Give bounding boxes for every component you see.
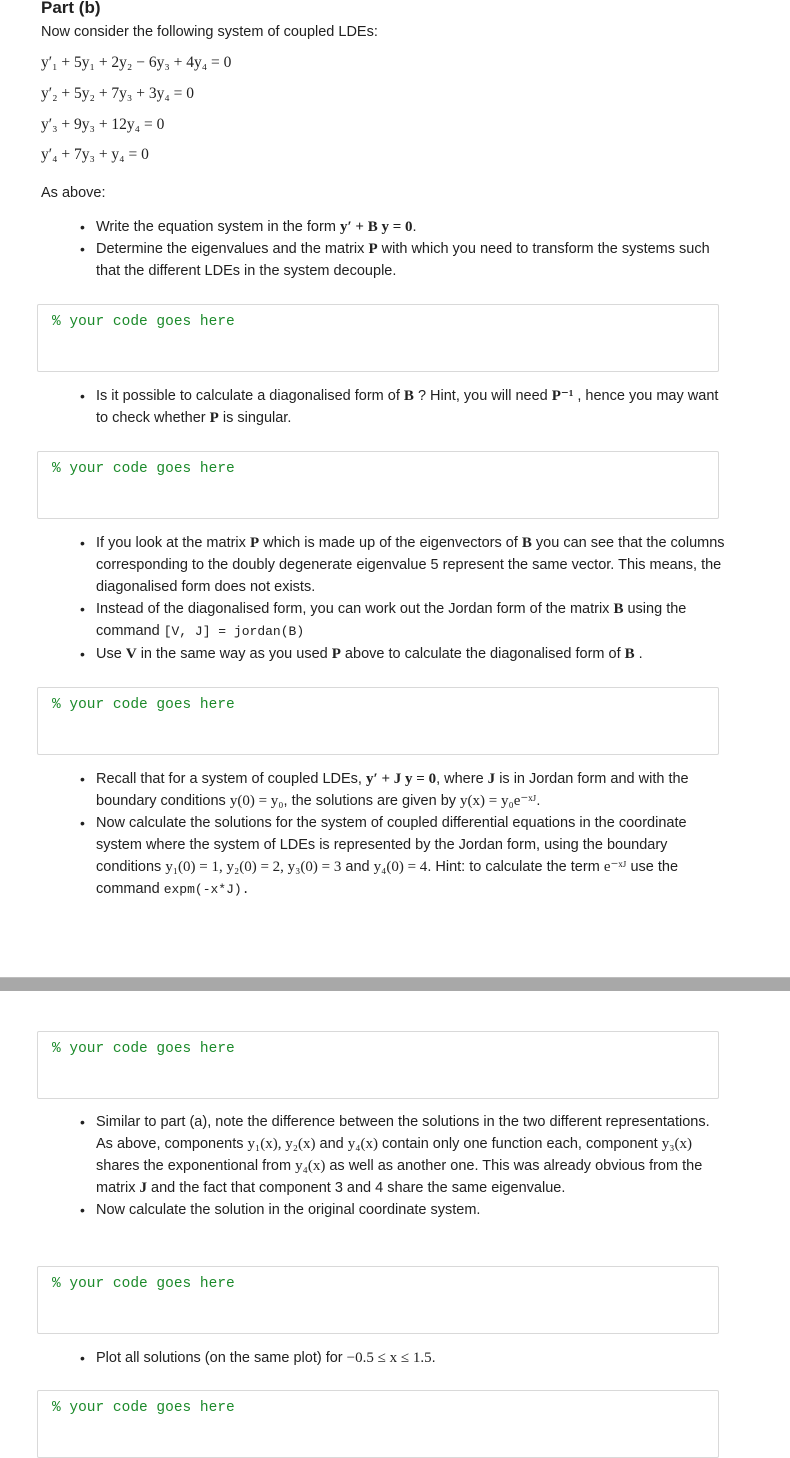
list-item: • Plot all solutions (on the same plot) for −0.5 ≤ x ≤ 1.5. [96, 1347, 726, 1369]
equation-1: y′₁ + 5y₁ + 2y₂ − 6y₃ + 4y₄ = 0 [41, 54, 232, 71]
list-item: • Recall that for a system of coupled LDEs, y′ + J y = 0, where J is in Jordan form and with the boundary conditions y(0) = y₀, the solutions are given by y(x) = y₀e⁻ˣᴶ. [96, 768, 726, 812]
list-item: • If you look at the matrix P which is made up of the eigenvectors of B you can see that the columns corresponding to the doubly degenerate eigenvalue 5 represent the same vector. This means, the diagonalised form does not exists. [96, 532, 726, 598]
code-cell-3[interactable]: % your code goes here [37, 687, 719, 755]
as-above-text: As above: [41, 185, 106, 201]
instructions-list-3 [96, 532, 726, 665]
section-divider [0, 977, 790, 991]
list-item: • Instead of the diagonalised form, you can work out the Jordan form of the matrix B using the command [V, J] = jordan(B) [96, 598, 726, 643]
part-b-heading: Part (b) [41, 0, 101, 17]
instructions-list-5 [96, 1111, 726, 1221]
list-item: • Similar to part (a), note the difference between the solutions in the two different representations. As above, components y₁(x), y₂(x) and y₄(x) contain only one function each, component y₃(x) shares the exponentional from y₄(x) as well as another one. This was already obvious from the matrix J and the fact that component 3 and 4 share the same eigenvalue. [96, 1111, 726, 1199]
instructions-list-1 [96, 216, 726, 282]
list-item: • Write the equation system in the form y′ + B y = 0. [96, 216, 726, 238]
instructions-list-6 [96, 1347, 726, 1369]
equation-3: y′₃ + 9y₃ + 12y₄ = 0 [41, 116, 165, 133]
list-item: • Now calculate the solutions for the system of coupled differential equations in the coordinate system where the system of LDEs is represented by the Jordan form, using the boundary conditions y₁(0) = 1, y₂(0) = 2, y₃(0) = 3 and y₄(0) = 4. Hint: to calculate the term e⁻ˣᴶ use the command expm(-x*J). [96, 812, 726, 901]
intro-text: Now consider the following system of coupled LDEs: [41, 24, 378, 40]
code-cell-5[interactable]: % your code goes here [37, 1266, 719, 1334]
code-cell-2[interactable]: % your code goes here [37, 451, 719, 519]
code-cell-6[interactable]: % your code goes here [37, 1390, 719, 1458]
code-cell-1[interactable]: % your code goes here [37, 304, 719, 372]
code-cell-4[interactable]: % your code goes here [37, 1031, 719, 1099]
list-item: • Is it possible to calculate a diagonalised form of B ? Hint, you will need P⁻¹ , hence you may want to check whether P is singular. [96, 385, 726, 429]
list-item: • Determine the eigenvalues and the matrix P with which you need to transform the systems such that the different LDEs in the system decouple. [96, 238, 726, 282]
equation-2: y′₂ + 5y₂ + 7y₃ + 3y₄ = 0 [41, 85, 194, 102]
list-item: • Now calculate the solution in the original coordinate system. [96, 1199, 726, 1221]
list-item: • Use V in the same way as you used P above to calculate the diagonalised form of B . [96, 643, 726, 665]
instructions-list-2 [96, 385, 726, 429]
equation-4: y′₄ + 7y₃ + y₄ = 0 [41, 146, 149, 163]
instructions-list-4 [96, 768, 726, 901]
